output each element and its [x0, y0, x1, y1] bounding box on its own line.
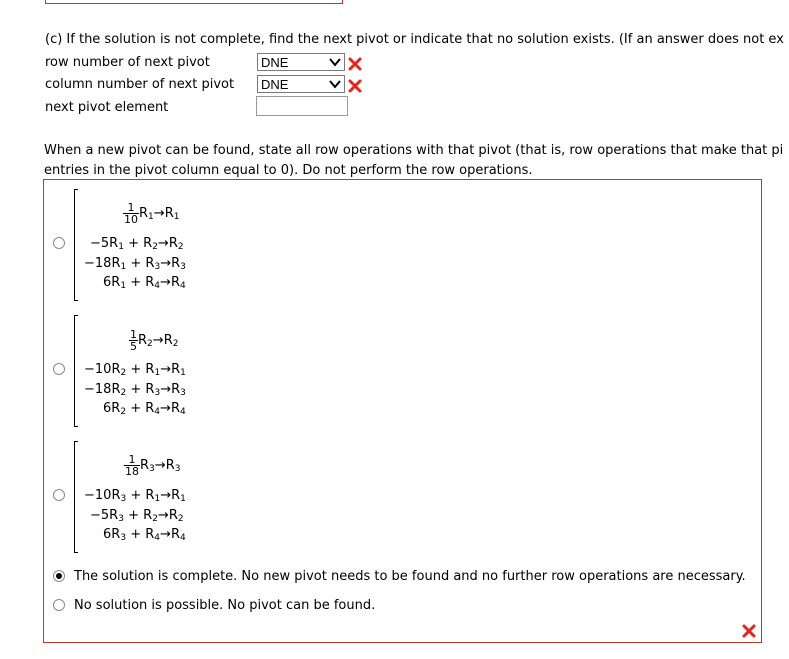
radio-choice-2[interactable] [53, 363, 65, 375]
instructions-line-2: entries in the pivot column equal to 0). Do not perform the row operations. [44, 163, 533, 178]
incorrect-icon [348, 79, 362, 93]
radio-solution-complete[interactable] [53, 570, 65, 582]
radio-choice-1[interactable] [53, 237, 65, 249]
elim-op: $-10R_2 + R_1\to R_1$ [84, 362, 186, 378]
radio-choice-3[interactable] [53, 489, 65, 501]
row-pivot-value: DNE [261, 55, 289, 70]
part-c-question: (c) If the solution is not complete, find the next pivot or indicate that no solution exists. (If an answer does not ex [45, 32, 784, 47]
col-pivot-label: column number of next pivot [45, 77, 235, 92]
elim-op: $-5R_3 + R_2\to R_2$ [90, 508, 184, 524]
pivot-element-input[interactable] [256, 96, 348, 116]
elim-op: $6R_3 + R_4\to R_4$ [103, 527, 186, 543]
instructions-line-1: When a new pivot can be found, state all row operations with that pivot (that is, row operations that make that pi [44, 143, 784, 158]
elim-op: $-18R_1 + R_3\to R_3$ [84, 256, 186, 272]
matrix-bracket [74, 189, 78, 301]
instructions [44, 141, 783, 181]
matrix-bracket [74, 441, 78, 553]
radio-no-solution[interactable] [53, 599, 65, 611]
chevron-down-icon [329, 79, 341, 89]
chevron-down-icon [329, 57, 341, 67]
pivot-element-label: next pivot element [45, 100, 169, 115]
previous-answer-box [45, 0, 343, 4]
fraction: $\frac{1}{5}$ [130, 328, 137, 353]
elim-op: $6R_1 + R_4\to R_4$ [103, 275, 186, 291]
col-pivot-select[interactable] [257, 75, 345, 93]
row-pivot-label: row number of next pivot [45, 55, 210, 70]
pivot-op: $\frac{1}{10}$ $R_1\to R_1$ [124, 201, 180, 226]
matrix-bracket [74, 315, 78, 427]
pivot-op: $\frac{1}{5}$ $R_2\to R_2$ [130, 328, 179, 353]
incorrect-icon [742, 624, 756, 638]
elim-op: $-18R_2 + R_3\to R_3$ [84, 382, 186, 398]
elim-op: $-5R_1 + R_2\to R_2$ [90, 236, 184, 252]
row-pivot-select[interactable] [257, 53, 345, 71]
solution-complete-label: The solution is complete. No new pivot needs to be found and no further row operations are necessary. [74, 569, 746, 584]
elim-op: $6R_2 + R_4\to R_4$ [103, 401, 186, 417]
incorrect-icon [348, 57, 362, 71]
no-solution-label: No solution is possible. No pivot can be found. [74, 598, 376, 613]
fraction: $\frac{1}{18}$ [125, 453, 139, 478]
col-pivot-value: DNE [261, 77, 289, 92]
pivot-op: $\frac{1}{18}$ $R_3\to R_3$ [125, 453, 181, 478]
fraction: $\frac{1}{10}$ [124, 201, 138, 226]
elim-op: $-10R_3 + R_1\to R_1$ [84, 488, 186, 504]
